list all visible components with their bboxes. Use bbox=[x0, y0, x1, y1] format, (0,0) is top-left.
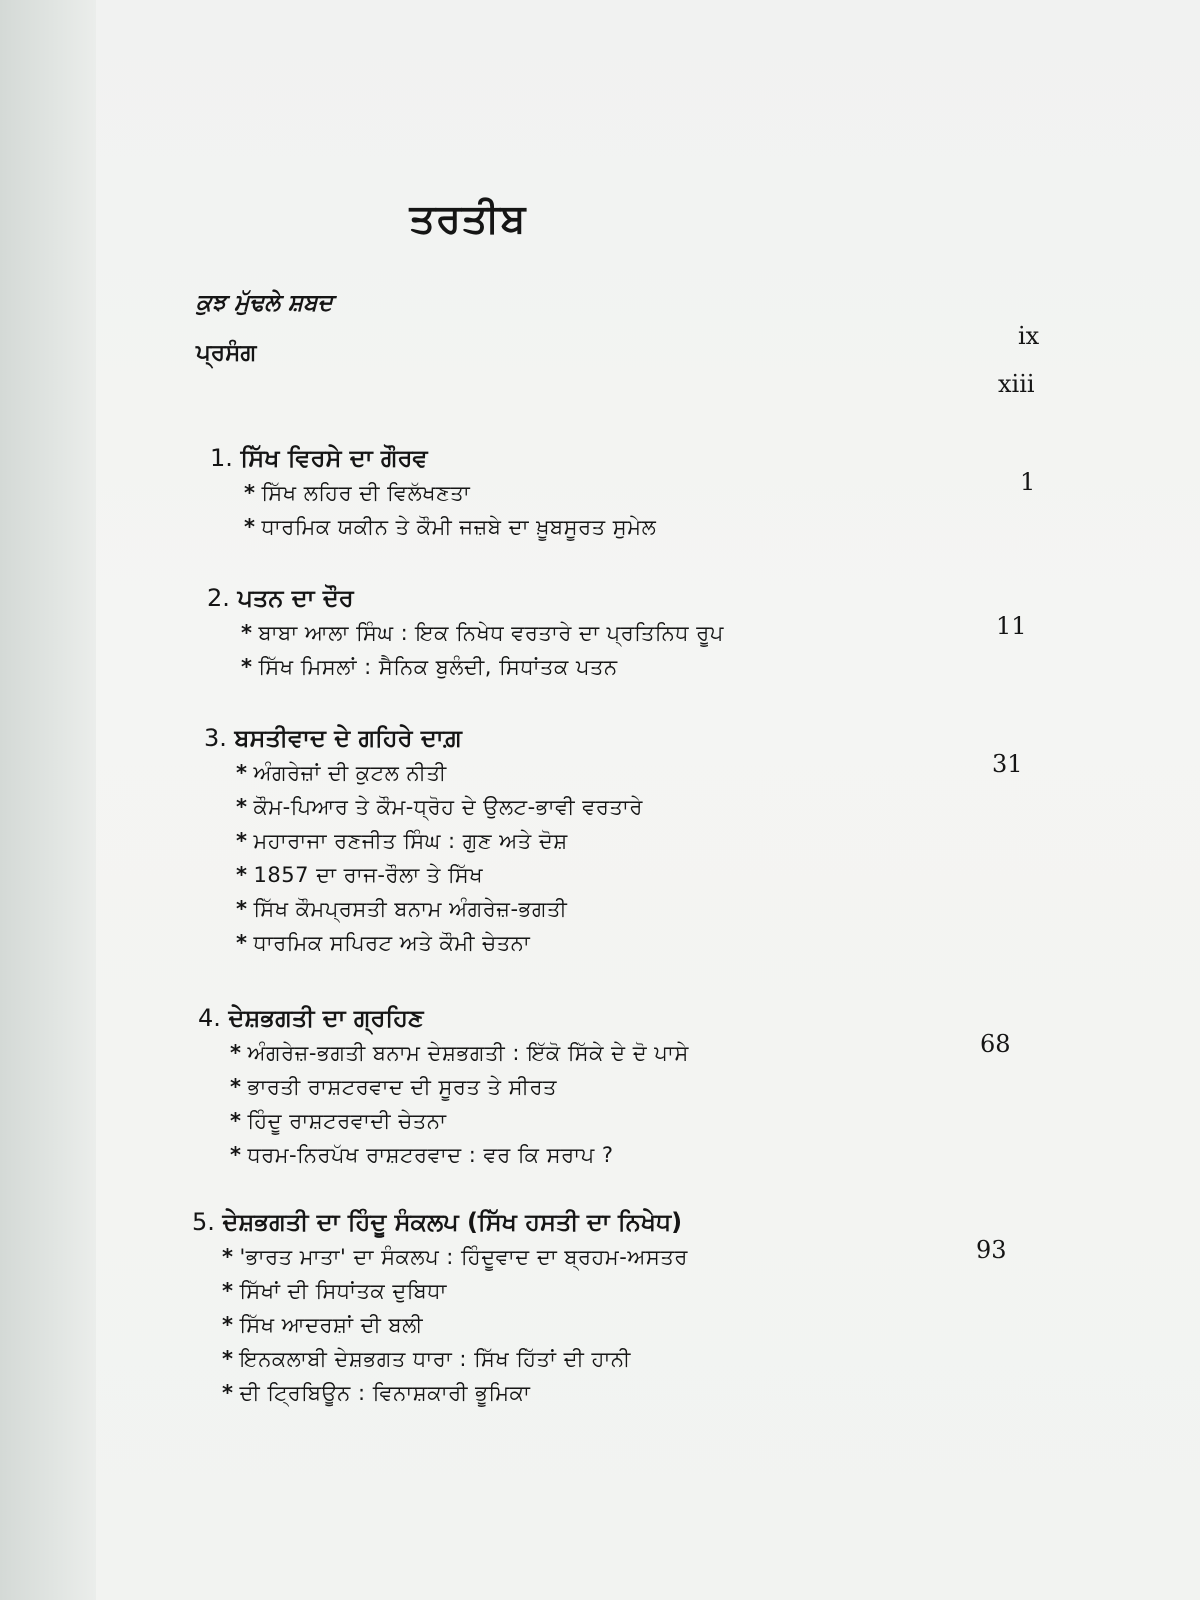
list-item: * ਸਿੱਖ ਲਹਿਰ ਦੀ ਵਿਲੱਖਣਤਾ bbox=[244, 481, 471, 505]
chapter-title: ਸਿੱਖ ਵਿਰਸੇ ਦਾ ਗੌਰਵ bbox=[240, 444, 428, 472]
chapter-page-number: 68 bbox=[980, 1030, 1011, 1058]
list-item: * ਹਿੰਦੂ ਰਾਸ਼ਟਰਵਾਦੀ ਚੇਤਨਾ bbox=[230, 1109, 447, 1133]
list-item: * ਬਾਬਾ ਆਲਾ ਸਿੰਘ : ਇਕ ਨਿਖੇਧ ਵਰਤਾਰੇ ਦਾ ਪ੍ਰਤਿਨਿਧ ਰੂਪ bbox=[241, 621, 724, 645]
front-matter-entry bbox=[196, 340, 256, 366]
chapter-3 bbox=[204, 724, 643, 960]
list-item: * ਦੀ ਟ੍ਰਿਬਿਊਨ : ਵਿਨਾਸ਼ਕਾਰੀ ਭੂਮਿਕਾ bbox=[222, 1381, 531, 1405]
list-item: * ਕੌਮ-ਪਿਆਰ ਤੇ ਕੌਮ-ਧ੍ਰੋਹ ਦੇ ਉਲਟ-ਭਾਵੀ ਵਰਤਾਰੇ bbox=[236, 795, 643, 819]
page-title: ਤਰਤੀਬ bbox=[409, 196, 527, 242]
list-item: * ਸਿੱਖ ਮਿਸਲਾਂ : ਸੈਨਿਕ ਬੁਲੰਦੀ, ਸਿਧਾਂਤਕ ਪਤਨ bbox=[241, 655, 618, 679]
front-matter-page: xiii bbox=[998, 370, 1035, 398]
chapter-page-number: 93 bbox=[976, 1236, 1007, 1264]
chapter-number: 2. bbox=[207, 584, 230, 612]
chapter-page-number: 1 bbox=[1020, 468, 1036, 496]
chapter-heading bbox=[198, 1004, 689, 1032]
list-item: * ਧਾਰਮਿਕ ਯਕੀਨ ਤੇ ਕੌਮੀ ਜਜ਼ਬੇ ਦਾ ਖ਼ੂਬਸੂਰਤ ਸੁਮੇਲ bbox=[244, 515, 657, 539]
list-item: * ਮਹਾਰਾਜਾ ਰਣਜੀਤ ਸਿੰਘ : ਗੁਣ ਅਤੇ ਦੋਸ਼ bbox=[236, 829, 568, 853]
list-item: * ਸਿੱਖ ਕੌਮਪ੍ਰਸਤੀ ਬਨਾਮ ਅੰਗਰੇਜ਼-ਭਗਤੀ bbox=[236, 897, 568, 921]
chapter-heading bbox=[192, 1208, 688, 1236]
list-item: * ਅੰਗਰੇਜ਼ਾਂ ਦੀ ਕੁਟਲ ਨੀਤੀ bbox=[236, 761, 447, 785]
front-matter-entry bbox=[196, 290, 333, 316]
list-item: * ਸਿੱਖਾਂ ਦੀ ਸਿਧਾਂਤਕ ਦੁਬਿਧਾ bbox=[222, 1279, 447, 1303]
list-item: * ਭਾਰਤੀ ਰਾਸ਼ਟਰਵਾਦ ਦੀ ਸੂਰਤ ਤੇ ਸੀਰਤ bbox=[230, 1075, 557, 1099]
chapter-number: 4. bbox=[198, 1004, 221, 1032]
list-item: * ਸਿੱਖ ਆਦਰਸ਼ਾਂ ਦੀ ਬਲੀ bbox=[222, 1313, 424, 1337]
front-matter-label: ਪ੍ਰਸੰਗ bbox=[196, 340, 257, 366]
front-matter-label: ਕੁਝ ਮੁੱਢਲੇ ਸ਼ਬਦ bbox=[196, 290, 333, 316]
chapter-page-number: 31 bbox=[992, 750, 1023, 778]
chapter-heading bbox=[210, 444, 656, 472]
chapter-number: 1. bbox=[210, 444, 233, 472]
chapter-4 bbox=[198, 1004, 689, 1172]
list-item: * 'ਭਾਰਤ ਮਾਤਾ' ਦਾ ਸੰਕਲਪ : ਹਿੰਦੂਵਾਦ ਦਾ ਬ੍ਰਹਮ-ਅਸਤਰ bbox=[222, 1245, 688, 1269]
chapter-heading bbox=[207, 584, 724, 612]
chapter-1 bbox=[210, 444, 656, 544]
chapter-5 bbox=[192, 1208, 688, 1410]
list-item: * ਅੰਗਰੇਜ਼-ਭਗਤੀ ਬਨਾਮ ਦੇਸ਼ਭਗਤੀ : ਇੱਕੋ ਸਿੱਕੇ ਦੇ ਦੋ ਪਾਸੇ bbox=[230, 1041, 689, 1065]
list-item: * 1857 ਦਾ ਰਾਜ-ਰੌਲਾ ਤੇ ਸਿੱਖ bbox=[236, 863, 484, 887]
chapter-heading bbox=[204, 724, 643, 752]
list-item: * ਧਾਰਮਿਕ ਸਪਿਰਟ ਅਤੇ ਕੌਮੀ ਚੇਤਨਾ bbox=[236, 931, 531, 955]
chapter-title: ਬਸਤੀਵਾਦ ਦੇ ਗਹਿਰੇ ਦਾਗ਼ bbox=[234, 724, 462, 752]
chapter-page-number: 11 bbox=[996, 612, 1027, 640]
front-matter-page: ix bbox=[1018, 322, 1040, 350]
chapter-number: 3. bbox=[204, 724, 227, 752]
chapter-2 bbox=[207, 584, 724, 684]
chapter-title: ਦੇਸ਼ਭਗਤੀ ਦਾ ਗ੍ਰਹਿਣ bbox=[228, 1004, 424, 1032]
list-item: * ਇਨਕਲਾਬੀ ਦੇਸ਼ਭਗਤ ਧਾਰਾ : ਸਿੱਖ ਹਿੱਤਾਂ ਦੀ ਹਾਨੀ bbox=[222, 1347, 631, 1371]
chapter-title: ਦੇਸ਼ਭਗਤੀ ਦਾ ਹਿੰਦੂ ਸੰਕਲਪ (ਸਿੱਖ ਹਸਤੀ ਦਾ ਨਿਖੇਧ) bbox=[222, 1208, 683, 1236]
chapter-title: ਪਤਨ ਦਾ ਦੌਰ bbox=[237, 584, 354, 612]
chapter-number: 5. bbox=[192, 1208, 215, 1236]
list-item: * ਧਰਮ-ਨਿਰਪੱਖ ਰਾਸ਼ਟਰਵਾਦ : ਵਰ ਕਿ ਸਰਾਪ ? bbox=[230, 1143, 614, 1167]
